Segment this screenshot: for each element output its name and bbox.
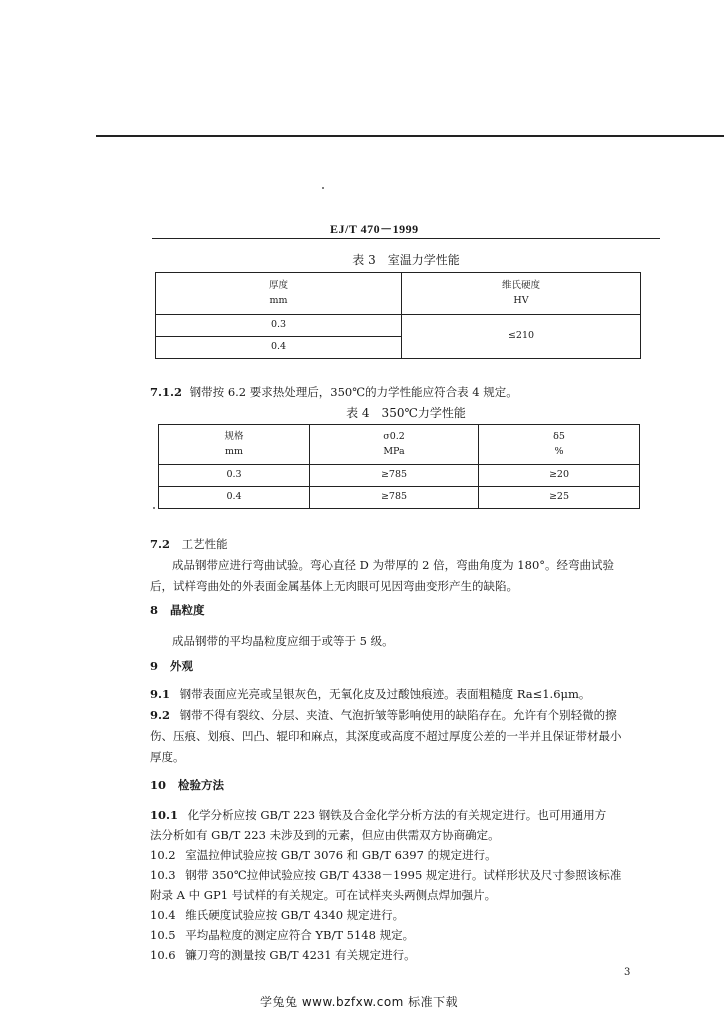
section-title: 外观 xyxy=(170,659,194,673)
clause-10-3-line2: 附录 A 中 GP1 号试样的有关规定。可在试样夹头两侧点焊加强片。 xyxy=(150,888,497,902)
section-10-heading xyxy=(150,777,224,793)
table4-cell: 0.4 xyxy=(159,487,310,509)
clause-text: 钢带表面应光亮或呈银灰色，无氧化皮及过酸蚀痕迹。表面粗糙度 Ra≤1.6μm。 xyxy=(179,687,591,701)
section-8-text: 成品钢带的平均晶粒度应细于或等于 5 级。 xyxy=(172,634,394,648)
clause-9-1 xyxy=(150,684,590,705)
section-8-heading xyxy=(150,602,205,618)
standard-number-header: EJ/T 470－1999 xyxy=(330,222,419,236)
clause-text: 室温拉伸试验应按 GB/T 3076 和 GB/T 6397 的规定进行。 xyxy=(185,848,497,862)
clause-10-5 xyxy=(150,925,414,946)
clause-10-3-line1 xyxy=(150,865,621,886)
table3-col1-header xyxy=(156,273,402,315)
table4-col1-header xyxy=(159,425,310,465)
section-number: 10 xyxy=(150,778,167,792)
clause-number: 10.1 xyxy=(150,808,179,822)
header-rule xyxy=(152,238,660,239)
section-title: 检验方法 xyxy=(178,778,225,792)
clause-10-6 xyxy=(150,945,416,966)
clause-text: 钢带不得有裂纹、分层、夹渣、气泡折皱等影响使用的缺陷存在。允许有个别轻微的擦 xyxy=(179,708,617,722)
table4-row xyxy=(159,465,640,487)
scan-speck xyxy=(153,507,155,509)
table3-cell: 0.3 xyxy=(156,315,402,337)
table3-col2-unit: HV xyxy=(513,294,529,306)
clause-9-2-line1 xyxy=(150,705,617,726)
table3-caption: 表 3 室温力学性能 xyxy=(352,253,460,267)
table4-cell: ≥785 xyxy=(310,487,479,509)
table3-hardness: ≤210 xyxy=(402,315,641,359)
table3-col2-label: 维氏硬度 xyxy=(501,279,540,291)
table4-col3-label: δ5 xyxy=(553,430,565,442)
section-number: 8 xyxy=(150,603,159,617)
table4-col2-label: σ0.2 xyxy=(383,430,405,442)
table3 xyxy=(155,272,641,359)
section-title: 工艺性能 xyxy=(181,537,228,551)
clause-text: 平均晶粒度的测定应符合 YB/T 5148 规定。 xyxy=(185,928,415,942)
table3-col1-label: 厚度 xyxy=(268,279,288,291)
clause-number: 10.5 xyxy=(150,928,176,942)
table4-col1-label: 规格 xyxy=(224,430,244,442)
section-number: 9 xyxy=(150,659,159,673)
clause-9-2-line3: 厚度。 xyxy=(150,750,185,764)
table4-caption: 表 4 350℃力学性能 xyxy=(346,406,466,420)
table4-col2-unit: MPa xyxy=(383,445,405,457)
clause-number: 10.3 xyxy=(150,868,176,882)
table4-col3-header xyxy=(479,425,640,465)
section-7-2-heading xyxy=(150,534,228,555)
clause-number: 10.2 xyxy=(150,848,176,862)
clause-number: 10.6 xyxy=(150,948,176,962)
clause-10-2 xyxy=(150,845,497,866)
scan-speck xyxy=(322,187,324,189)
table3-col2-header xyxy=(402,273,641,315)
table4-row xyxy=(159,487,640,509)
table3-col1-unit: mm xyxy=(269,294,288,306)
table3-cell: 0.4 xyxy=(156,337,402,359)
section-title: 晶粒度 xyxy=(170,603,205,617)
table4-col1-unit: mm xyxy=(224,445,244,457)
section-7-2-line2: 后，试样弯曲处的外表面金属基体上无肉眼可见因弯曲变形产生的缺陷。 xyxy=(150,579,518,593)
footer-watermark: 学兔兔 www.bzfxw.com 标准下载 xyxy=(260,995,459,1009)
clause-10-1-line2: 法分析如有 GB/T 223 未涉及到的元素，但应由供需双方协商确定。 xyxy=(150,828,500,842)
page-number: 3 xyxy=(624,967,631,978)
clause-7-1-2 xyxy=(150,382,518,403)
clause-text: 维氏硬度试验应按 GB/T 4340 规定进行。 xyxy=(185,908,405,922)
clause-number: 7.1.2 xyxy=(150,385,183,399)
clause-text: 化学分析应按 GB/T 223 钢铁及合金化学分析方法的有关规定进行。也可用通用方 xyxy=(187,808,607,822)
clause-text: 镰刀弯的测量按 GB/T 4231 有关规定进行。 xyxy=(185,948,416,962)
table4-col3-unit: % xyxy=(554,445,564,457)
table4-cell: ≥20 xyxy=(479,465,640,487)
clause-text: 钢带 350℃拉伸试验应按 GB/T 4338－1995 规定进行。试样形状及尺寸参照该标准 xyxy=(185,868,622,882)
clause-text: 钢带按 6.2 要求热处理后，350℃的力学性能应符合表 4 规定。 xyxy=(189,385,518,399)
clause-10-4 xyxy=(150,905,404,926)
clause-number: 10.4 xyxy=(150,908,176,922)
clause-10-1-line1 xyxy=(150,805,606,826)
section-number: 7.2 xyxy=(150,537,171,551)
clause-number: 9.2 xyxy=(150,708,171,722)
table4 xyxy=(158,424,640,509)
table4-col2-header xyxy=(310,425,479,465)
table4-cell: 0.3 xyxy=(159,465,310,487)
clause-9-2-line2: 伤、压痕、划痕、凹凸、辊印和麻点，其深度或高度不超过厚度公差的一半并且保证带材最小 xyxy=(150,729,622,743)
clause-number: 9.1 xyxy=(150,687,171,701)
section-7-2-line1: 成品钢带应进行弯曲试验。弯心直径 D 为带厚的 2 倍，弯曲角度为 180°。经弯曲试验 xyxy=(172,558,615,572)
table4-cell: ≥25 xyxy=(479,487,640,509)
table4-cell: ≥785 xyxy=(310,465,479,487)
top-rule xyxy=(96,135,724,137)
section-9-heading xyxy=(150,658,193,674)
